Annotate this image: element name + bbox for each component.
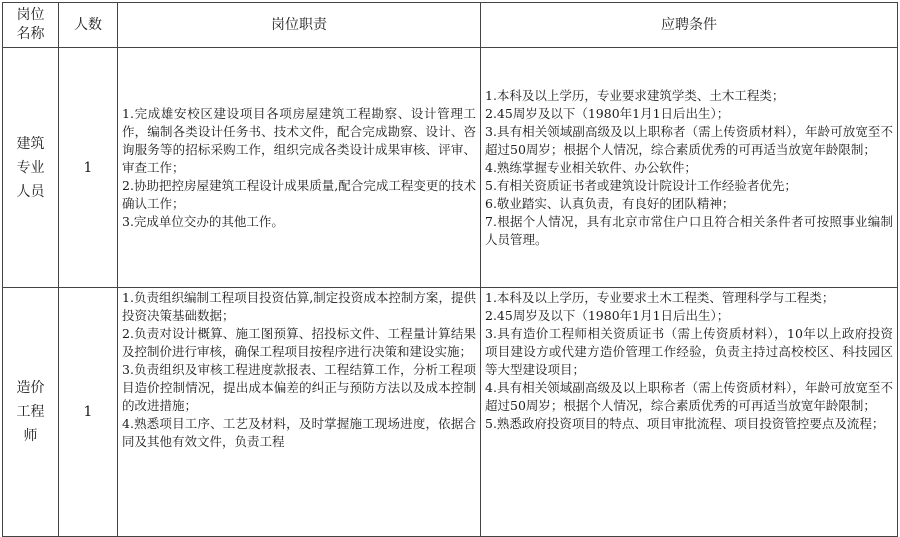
requirement-item: 5.有相关资质证书者或建筑设计院设计工作经验者优先； <box>485 177 797 193</box>
position-name-cell: 造价 工程 师 <box>3 288 59 537</box>
duty-item: 2.协助把控房屋建筑工程设计成果质量,配合完成工程变更的技术确认工作； <box>122 177 476 211</box>
requirement-item: 5.熟悉政府投资项目的特点、项目审批流程、项目投资管控要点及流程； <box>485 416 885 431</box>
requirement-item: 6.敬业踏实、认真负责，有良好的团队精神； <box>485 195 735 211</box>
duty-item: 2.负责对设计概算、施工图预算、招投标文件、工程量计算结果及控制价进行审核，确保工程项目按程序进行决策和建设实施； <box>122 326 476 359</box>
duty-item: 1.完成雄安校区建设项目各项房屋建筑工程勘察、设计管理工作，编制各类设计任务书、技术文件，配合完成勘察、设计、咨询服务等的招标采购工作，组织完成各类设计成果审核、评审、审查工作； <box>122 105 476 175</box>
requirement-item: 3.具有造价工程师相关资质证书（需上传资质材料），10年以上政府投资项目建设方或代建方造价管理工作经验，负责主持过高校校区、科技园区等大型建设项目； <box>485 326 893 377</box>
duties-cell <box>118 48 481 288</box>
requirement-item: 3.具有相关领域副高级及以上职称者（需上传资质材料），年龄可放宽至不超过50周岁；根据个人情况，综合素质优秀的可再适当放宽年龄限制； <box>485 123 893 157</box>
requirements-cell <box>481 48 898 288</box>
requirement-item: 2.45周岁及以下（1980年1月1日后出生）； <box>485 105 730 121</box>
header-duties: 岗位职责 <box>118 3 481 48</box>
requirement-item: 4.具有相关领域副高级及以上职称者（需上传资质材料），年龄可放宽至不超过50周岁；根据个人情况，综合素质优秀的可再适当放宽年龄限制； <box>485 380 893 413</box>
count-cell: 1 <box>59 288 118 537</box>
count-cell: 1 <box>59 48 118 288</box>
header-count: 人数 <box>59 3 118 48</box>
duty-item: 1.负责组织编制工程项目投资估算,制定投资成本控制方案，提供投资决策基础数据； <box>122 290 476 323</box>
header-requirements: 应聘条件 <box>481 3 898 48</box>
header-position-name: 岗位 名称 <box>3 3 59 48</box>
requirement-item: 7.根据个人情况，具有北京市常住户口且符合相关条件者可按照事业编制人员管理。 <box>485 213 893 247</box>
requirement-item: 1.本科及以上学历，专业要求建筑学类、土木工程类； <box>485 87 785 103</box>
table-row <box>3 48 898 288</box>
header-row <box>3 3 898 48</box>
requirement-item: 2.45周岁及以下（1980年1月1日后出生）； <box>485 308 730 323</box>
table-row <box>3 288 898 537</box>
duty-item: 3.负责组织及审核工程进度款报表、工程结算工作，分析工程项目造价控制情况，提出成本偏差的纠正与预防方法以及成本控制的改进措施； <box>122 362 476 413</box>
duty-item: 3.完成单位交办的其他工作。 <box>122 213 284 229</box>
requirement-item: 1.本科及以上学历，专业要求土木工程类、管理科学与工程类； <box>485 290 835 305</box>
position-name-cell: 建筑 专业 人员 <box>3 48 59 288</box>
requirement-item: 4.熟练掌握专业相关软件、办公软件； <box>485 159 697 175</box>
duties-cell <box>118 288 481 537</box>
recruitment-table <box>2 2 898 537</box>
requirements-cell <box>481 288 898 537</box>
duty-item: 4.熟悉项目工序、工艺及材料，及时掌握施工现场进度，依据合同及其他有效文件，负责工程 <box>122 416 476 449</box>
